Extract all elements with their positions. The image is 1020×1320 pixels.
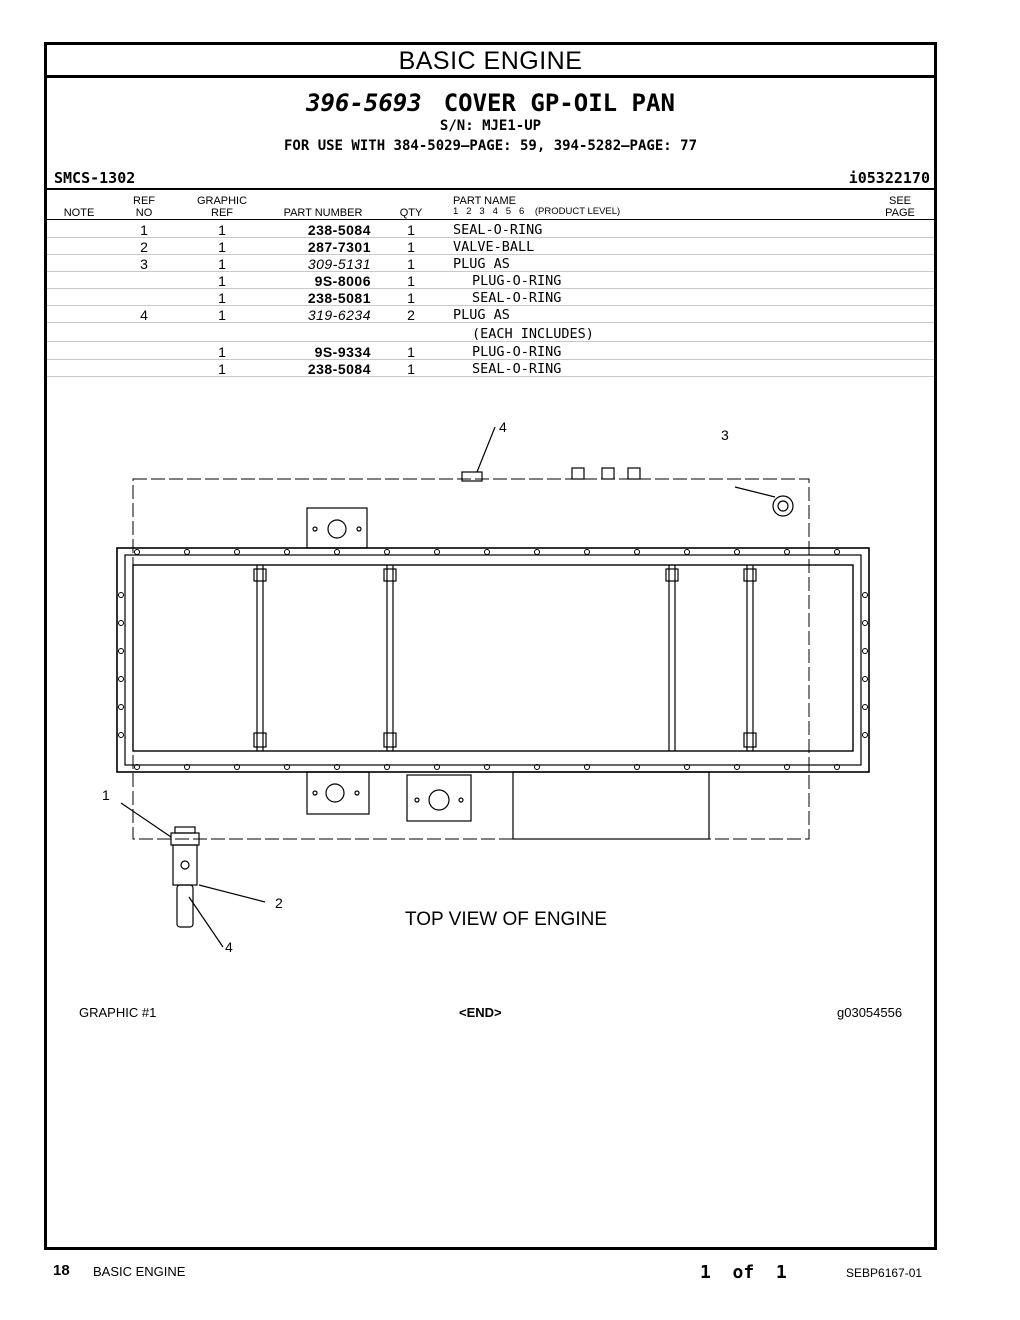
graphic-ref-cell: 1 [218, 273, 226, 289]
engine-top-view-drawing [47, 405, 934, 1025]
bolt-hole [285, 550, 290, 555]
callout-2: 2 [275, 895, 283, 911]
footer-page-number: 18 [53, 1262, 70, 1279]
col-see-bottom: PAGE [885, 207, 915, 219]
col-ref-top: REF [133, 195, 155, 207]
bolt-hole [119, 677, 124, 682]
part-number-cell[interactable]: 238-5084 [307, 361, 371, 377]
part-number-cell[interactable]: 238-5081 [307, 290, 371, 306]
table-row [47, 289, 934, 306]
serial-number: S/N: MJE1-UP [439, 118, 542, 134]
bolt-hole [385, 550, 390, 555]
part-name-cell: VALVE-BALL [453, 239, 535, 255]
end-marker: <END> [459, 1005, 502, 1020]
ref-cell: 1 [140, 222, 148, 238]
table-row [47, 360, 934, 377]
table-row [47, 306, 934, 323]
graphic-ref-cell: 1 [218, 307, 226, 323]
bolt-hole [119, 649, 124, 654]
qty-cell: 2 [407, 307, 415, 323]
group-heading [47, 89, 934, 117]
use-with-note: FOR USE WITH 384-5029—PAGE: 59, 394-5282—PAGE: 77 [283, 138, 697, 154]
group-name: COVER GP-OIL PAN [443, 89, 675, 117]
bolt-hole [863, 705, 868, 710]
bolt-hole [119, 593, 124, 598]
col-levels [453, 206, 620, 218]
graphic-ref-cell: 1 [218, 344, 226, 360]
qty-cell: 1 [407, 361, 415, 377]
product-level-label: (PRODUCT LEVEL) [534, 206, 621, 217]
part-number-cell[interactable]: 287-7301 [307, 239, 371, 255]
table-row [47, 343, 934, 360]
bolt-hole [863, 677, 868, 682]
level-numbers: 1 2 3 4 5 6 [453, 206, 525, 217]
table-row [47, 325, 934, 342]
graphic-ref-cell: 1 [218, 222, 226, 238]
part-number-cell[interactable]: 9S-8006 [314, 273, 371, 289]
callout-1: 1 [102, 787, 110, 803]
graphic-id: g03054556 [837, 1005, 903, 1020]
ref-cell: 2 [140, 239, 148, 255]
bolt-hole [485, 550, 490, 555]
col-qty: QTY [399, 207, 423, 219]
ref-cell: 4 [140, 307, 148, 323]
graphic-label: GRAPHIC #1 [79, 1005, 157, 1020]
group-number[interactable]: 396-5693 [306, 89, 422, 117]
bolt-hole [835, 550, 840, 555]
col-see-top: SEE [888, 195, 911, 207]
footer-section: BASIC ENGINE [93, 1264, 186, 1279]
part-number-cell[interactable]: 9S-9334 [314, 344, 371, 360]
col-note: NOTE [63, 207, 95, 219]
bolt-hole [435, 550, 440, 555]
header-divider [47, 188, 934, 190]
table-row [47, 255, 934, 272]
footer-page-of: 1 of 1 [700, 1262, 787, 1283]
bolt-hole [863, 621, 868, 626]
bolt-hole [119, 621, 124, 626]
bolt-hole [735, 550, 740, 555]
illustration-id: i05322170 [848, 169, 930, 187]
col-see-page [877, 195, 923, 219]
bolt-hole [863, 593, 868, 598]
table-row [47, 221, 934, 238]
bolt-hole [185, 550, 190, 555]
bolt-hole [635, 550, 640, 555]
part-name-cell: PLUG AS [453, 256, 510, 272]
callout-3: 3 [721, 427, 729, 443]
table-row [47, 238, 934, 255]
view-label: TOP VIEW OF ENGINE [405, 909, 607, 930]
part-number-cell[interactable]: 238-5084 [307, 222, 371, 238]
bolt-hole [119, 705, 124, 710]
part-number-cell[interactable]: 309-5131 [307, 256, 371, 272]
graphic-ref-cell: 1 [218, 361, 226, 377]
col-ref [127, 195, 161, 219]
bolt-hole [235, 550, 240, 555]
section-title: BASIC ENGINE [47, 45, 934, 78]
col-ref-bottom: NO [135, 207, 153, 219]
bolt-hole [863, 733, 868, 738]
graphic-ref-cell: 1 [218, 290, 226, 306]
bolt-hole [863, 649, 868, 654]
qty-cell: 1 [407, 290, 415, 306]
bolt-hole [535, 550, 540, 555]
qty-cell: 1 [407, 273, 415, 289]
qty-cell: 1 [407, 344, 415, 360]
col-graphic-top: GRAPHIC [196, 195, 248, 207]
graphic-ref-cell: 1 [218, 239, 226, 255]
col-part-name: PART NAME [453, 195, 516, 207]
footer-doc-id: SEBP6167-01 [846, 1266, 923, 1280]
col-graphic-bottom: REF [211, 207, 233, 219]
ref-cell: 3 [140, 256, 148, 272]
part-name-cell: PLUG-O-RING [472, 273, 562, 289]
part-name-cell: SEAL-O-RING [472, 290, 562, 306]
part-name-cell: SEAL-O-RING [453, 222, 543, 238]
part-name-cell: PLUG-O-RING [472, 344, 562, 360]
part-number-cell[interactable]: 319-6234 [307, 307, 371, 323]
callout-4-top: 4 [499, 419, 507, 435]
bolt-hole [335, 550, 340, 555]
bolt-hole [135, 550, 140, 555]
col-graphic [192, 195, 252, 219]
page-frame [44, 42, 937, 1250]
bolt-hole [685, 550, 690, 555]
graphic-ref-cell: 1 [218, 256, 226, 272]
table-row [47, 272, 934, 289]
part-name-cell: SEAL-O-RING [472, 361, 562, 377]
qty-cell: 1 [407, 256, 415, 272]
smcs-code: SMCS-1302 [54, 169, 136, 187]
bolt-hole [119, 733, 124, 738]
qty-cell: 1 [407, 239, 415, 255]
qty-cell: 1 [407, 222, 415, 238]
part-name-cell: PLUG AS [453, 307, 510, 323]
bolt-hole [785, 550, 790, 555]
column-divider [47, 219, 934, 220]
bolt-hole [585, 550, 590, 555]
col-part-number: PART NUMBER [283, 207, 363, 219]
part-name-cell: (EACH INCLUDES) [472, 326, 594, 342]
callout-4-bottom: 4 [225, 939, 233, 955]
